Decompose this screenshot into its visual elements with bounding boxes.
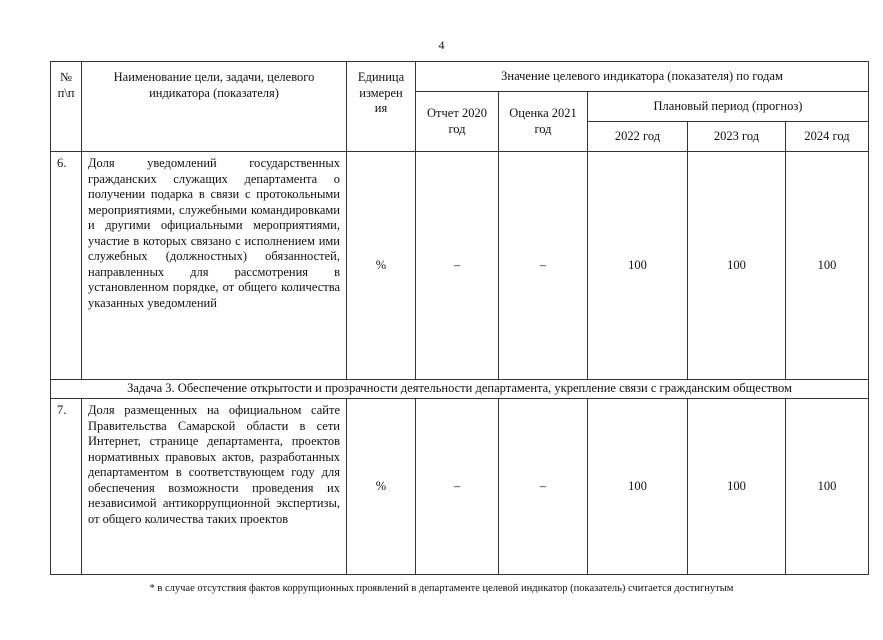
value-2022-cell: 100 [588,152,688,380]
value-2022-cell: 100 [588,399,688,575]
header-2022: 2022 год [588,122,688,152]
indicator-name-text: Доля уведомлений государственных гражданских служащих департамента о получении подарка в связи с протокольными мероприятиями, служебными командировками и другими официальными мероприятиями, участие в которых связано с исполнением ими служебных (должностных) обязанностей, направленных для рассмотрения в установленном порядке, от общего количества указанных уведомлений [88,156,340,310]
header-2023: 2023 год [688,122,786,152]
unit-cell: % [347,399,416,575]
header-2024: 2024 год [786,122,869,152]
header-num: № п\п [51,62,82,152]
indicator-name [82,399,347,575]
report-cell: – [416,152,499,380]
table-row [51,152,869,380]
header-values: Значение целевого индикатора (показателя) по годам [416,62,869,92]
task-row [51,380,869,399]
header-estimate: Оценка 2021 год [499,92,588,152]
header-name: Наименование цели, задачи, целевого индикатора (показателя) [82,62,347,152]
task-3-heading: Задача 3. Обеспечение открытости и прозрачности деятельности департамента, укрепление связи с гражданским обществом [51,380,869,399]
estimate-cell: – [499,399,588,575]
table-row [51,399,869,575]
value-2023-cell: 100 [688,152,786,380]
header-unit: Единица измерен ия [347,62,416,152]
unit-cell: % [347,152,416,380]
value-2024-cell: 100 [786,152,869,380]
report-cell: – [416,399,499,575]
estimate-cell: – [499,152,588,380]
indicator-name-text: Доля размещенных на официальном сайте Правительства Самарской области в сети Интернет, странице департамента, проектов нормативных правовых актов, разработанных департаментом в соответствующем году для обеспечения возможности проведения их независимой антикоррупционной экспертизы, от общего количества таких проектов [88,403,340,526]
header-report: Отчет 2020 год [416,92,499,152]
page-number: 4 [438,38,445,52]
header-plan: Плановый период (прогноз) [588,92,869,122]
footnote: * в случае отсутствия фактов коррупционных проявлений в департаменте целевой индикатор (показатель) считается достигнутым [149,583,734,594]
value-2024-cell: 100 [786,399,869,575]
row-number: 6. [51,152,82,380]
header-row-1 [51,62,869,92]
indicator-name [82,152,347,380]
indicator-table [50,61,869,575]
value-2023-cell: 100 [688,399,786,575]
row-number: 7. [51,399,82,575]
